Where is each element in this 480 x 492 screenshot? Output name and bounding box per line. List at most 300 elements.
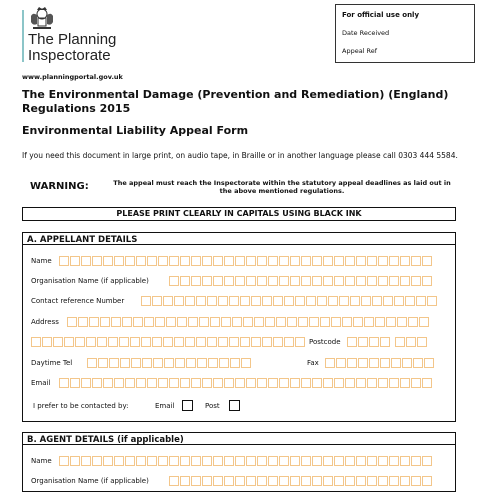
character-box[interactable]: [320, 317, 330, 327]
appeal-ref-label: Appeal Ref: [342, 47, 378, 55]
appellant-name-field[interactable]: [59, 256, 433, 266]
character-box[interactable]: [251, 296, 261, 306]
character-box[interactable]: [207, 337, 217, 347]
character-box[interactable]: [246, 456, 256, 466]
character-box[interactable]: [254, 317, 264, 327]
character-box[interactable]: [345, 456, 355, 466]
character-box[interactable]: [339, 296, 349, 306]
character-box[interactable]: [290, 276, 300, 286]
character-box[interactable]: [246, 256, 256, 266]
post-option-checkbox[interactable]: [229, 400, 240, 411]
section-b-heading: B. AGENT DETAILS (if applicable): [23, 433, 455, 445]
character-box[interactable]: [136, 256, 146, 266]
character-box[interactable]: [235, 378, 245, 388]
post-option-label: Post: [205, 402, 220, 410]
character-box[interactable]: [92, 378, 102, 388]
character-box[interactable]: [394, 296, 404, 306]
character-box[interactable]: [219, 358, 229, 368]
character-box[interactable]: [213, 276, 223, 286]
character-box[interactable]: [75, 337, 85, 347]
character-box[interactable]: [100, 317, 110, 327]
character-box[interactable]: [312, 476, 322, 486]
character-box[interactable]: [229, 296, 239, 306]
organisation-logo: [28, 32, 116, 64]
character-box[interactable]: [400, 476, 410, 486]
appellant-organisation-field[interactable]: [169, 276, 433, 286]
character-box[interactable]: [325, 358, 335, 368]
character-box[interactable]: [257, 378, 267, 388]
character-box[interactable]: [427, 296, 437, 306]
character-box[interactable]: [268, 456, 278, 466]
character-box[interactable]: [301, 476, 311, 486]
character-box[interactable]: [358, 358, 368, 368]
logo-line-1: The Planning: [28, 31, 117, 48]
character-box[interactable]: [119, 337, 129, 347]
character-box[interactable]: [295, 337, 305, 347]
character-box[interactable]: [378, 378, 388, 388]
character-box[interactable]: [152, 296, 162, 306]
character-box[interactable]: [268, 476, 278, 486]
character-box[interactable]: [235, 456, 245, 466]
character-box[interactable]: [86, 337, 96, 347]
postcode-label: Postcode: [309, 338, 341, 346]
character-box[interactable]: [197, 358, 207, 368]
character-box[interactable]: [372, 296, 382, 306]
character-box[interactable]: [240, 296, 250, 306]
character-box[interactable]: [345, 378, 355, 388]
character-box[interactable]: [417, 337, 427, 347]
character-box[interactable]: [147, 456, 157, 466]
character-box[interactable]: [400, 456, 410, 466]
character-box[interactable]: [202, 378, 212, 388]
character-box[interactable]: [312, 256, 322, 266]
character-box[interactable]: [380, 358, 390, 368]
character-box[interactable]: [180, 378, 190, 388]
character-box[interactable]: [298, 317, 308, 327]
character-box[interactable]: [241, 358, 251, 368]
character-box[interactable]: [59, 456, 69, 466]
character-box[interactable]: [378, 276, 388, 286]
character-box[interactable]: [174, 296, 184, 306]
character-box[interactable]: [402, 358, 412, 368]
character-box[interactable]: [356, 256, 366, 266]
character-box[interactable]: [419, 317, 429, 327]
character-box[interactable]: [290, 378, 300, 388]
regulations-title: The Environmental Damage (Prevention and Remediation) (England) Regulations 2015: [22, 88, 449, 115]
character-box[interactable]: [196, 337, 206, 347]
form-title: Environmental Liability Appeal Form: [22, 124, 249, 137]
character-box[interactable]: [411, 276, 421, 286]
character-box[interactable]: [422, 256, 432, 266]
character-box[interactable]: [301, 378, 311, 388]
character-box[interactable]: [364, 317, 374, 327]
character-box[interactable]: [191, 456, 201, 466]
print-instructions-banner: PLEASE PRINT CLEARLY IN CAPITALS USING BLACK INK: [22, 207, 456, 221]
address-line-1-field[interactable]: [67, 317, 430, 327]
character-box[interactable]: [133, 317, 143, 327]
character-box[interactable]: [367, 256, 377, 266]
character-box[interactable]: [122, 317, 132, 327]
character-box[interactable]: [202, 476, 212, 486]
character-box[interactable]: [196, 296, 206, 306]
character-box[interactable]: [268, 378, 278, 388]
character-box[interactable]: [31, 337, 41, 347]
character-box[interactable]: [218, 337, 228, 347]
character-box[interactable]: [42, 337, 52, 347]
character-box[interactable]: [191, 276, 201, 286]
character-box[interactable]: [268, 256, 278, 266]
character-box[interactable]: [301, 276, 311, 286]
character-box[interactable]: [81, 456, 91, 466]
character-box[interactable]: [185, 337, 195, 347]
character-box[interactable]: [169, 476, 179, 486]
character-box[interactable]: [290, 256, 300, 266]
character-box[interactable]: [246, 378, 256, 388]
character-box[interactable]: [136, 456, 146, 466]
character-box[interactable]: [323, 476, 333, 486]
character-box[interactable]: [111, 317, 121, 327]
character-box[interactable]: [235, 476, 245, 486]
character-box[interactable]: [345, 256, 355, 266]
postcode-part-2-field[interactable]: [395, 337, 428, 347]
character-box[interactable]: [191, 378, 201, 388]
character-box[interactable]: [400, 276, 410, 286]
agent-name-field[interactable]: [59, 456, 433, 466]
character-box[interactable]: [147, 256, 157, 266]
character-box[interactable]: [81, 378, 91, 388]
character-box[interactable]: [210, 317, 220, 327]
character-box[interactable]: [130, 337, 140, 347]
character-box[interactable]: [309, 317, 319, 327]
character-box[interactable]: [257, 456, 267, 466]
character-box[interactable]: [342, 317, 352, 327]
character-box[interactable]: [257, 256, 267, 266]
character-box[interactable]: [323, 256, 333, 266]
character-box[interactable]: [353, 317, 363, 327]
character-box[interactable]: [389, 456, 399, 466]
character-box[interactable]: [290, 456, 300, 466]
character-box[interactable]: [89, 317, 99, 327]
character-box[interactable]: [323, 276, 333, 286]
character-box[interactable]: [334, 276, 344, 286]
character-box[interactable]: [177, 317, 187, 327]
address-line-2-field[interactable]: [31, 337, 306, 347]
character-box[interactable]: [397, 317, 407, 327]
character-box[interactable]: [279, 476, 289, 486]
character-box[interactable]: [191, 476, 201, 486]
character-box[interactable]: [230, 358, 240, 368]
character-box[interactable]: [70, 378, 80, 388]
character-box[interactable]: [276, 317, 286, 327]
character-box[interactable]: [312, 378, 322, 388]
contact-ref-label: Contact reference Number: [31, 297, 125, 305]
character-box[interactable]: [345, 476, 355, 486]
email-option-checkbox[interactable]: [182, 400, 193, 411]
character-box[interactable]: [180, 456, 190, 466]
character-box[interactable]: [395, 337, 405, 347]
character-box[interactable]: [246, 476, 256, 486]
character-box[interactable]: [188, 317, 198, 327]
character-box[interactable]: [323, 378, 333, 388]
fax-label: Fax: [307, 359, 319, 367]
character-box[interactable]: [202, 256, 212, 266]
character-box[interactable]: [416, 296, 426, 306]
character-box[interactable]: [424, 358, 434, 368]
character-box[interactable]: [284, 296, 294, 306]
character-box[interactable]: [400, 256, 410, 266]
character-box[interactable]: [158, 256, 168, 266]
email-option-label: Email: [155, 402, 175, 410]
character-box[interactable]: [141, 296, 151, 306]
character-box[interactable]: [284, 337, 294, 347]
character-box[interactable]: [411, 456, 421, 466]
character-box[interactable]: [312, 456, 322, 466]
character-box[interactable]: [169, 456, 179, 466]
character-box[interactable]: [98, 358, 108, 368]
character-box[interactable]: [213, 256, 223, 266]
character-box[interactable]: [361, 296, 371, 306]
character-box[interactable]: [70, 256, 80, 266]
character-box[interactable]: [347, 358, 357, 368]
contact-reference-field[interactable]: [141, 296, 438, 306]
character-box[interactable]: [109, 358, 119, 368]
character-box[interactable]: [81, 256, 91, 266]
character-box[interactable]: [334, 476, 344, 486]
character-box[interactable]: [180, 276, 190, 286]
character-box[interactable]: [279, 256, 289, 266]
character-box[interactable]: [158, 456, 168, 466]
character-box[interactable]: [389, 276, 399, 286]
character-box[interactable]: [411, 378, 421, 388]
character-box[interactable]: [356, 378, 366, 388]
character-box[interactable]: [389, 256, 399, 266]
character-box[interactable]: [92, 256, 102, 266]
character-box[interactable]: [103, 378, 113, 388]
character-box[interactable]: [153, 358, 163, 368]
character-box[interactable]: [378, 256, 388, 266]
character-box[interactable]: [378, 456, 388, 466]
character-box[interactable]: [125, 378, 135, 388]
character-box[interactable]: [391, 358, 401, 368]
character-box[interactable]: [208, 358, 218, 368]
character-box[interactable]: [166, 317, 176, 327]
character-box[interactable]: [331, 317, 341, 327]
daytime-tel-field[interactable]: [87, 358, 252, 368]
character-box[interactable]: [175, 358, 185, 368]
character-box[interactable]: [125, 456, 135, 466]
character-box[interactable]: [64, 337, 74, 347]
character-box[interactable]: [92, 456, 102, 466]
character-box[interactable]: [279, 276, 289, 286]
character-box[interactable]: [164, 358, 174, 368]
character-box[interactable]: [70, 456, 80, 466]
character-box[interactable]: [262, 296, 272, 306]
character-box[interactable]: [334, 378, 344, 388]
character-box[interactable]: [356, 476, 366, 486]
character-box[interactable]: [125, 256, 135, 266]
character-box[interactable]: [422, 476, 432, 486]
character-box[interactable]: [218, 296, 228, 306]
character-box[interactable]: [114, 256, 124, 266]
character-box[interactable]: [87, 358, 97, 368]
character-box[interactable]: [59, 378, 69, 388]
character-box[interactable]: [257, 476, 267, 486]
character-box[interactable]: [229, 337, 239, 347]
character-box[interactable]: [213, 456, 223, 466]
character-box[interactable]: [185, 296, 195, 306]
character-box[interactable]: [169, 256, 179, 266]
character-box[interactable]: [367, 476, 377, 486]
character-box[interactable]: [383, 296, 393, 306]
character-box[interactable]: [334, 456, 344, 466]
character-box[interactable]: [108, 337, 118, 347]
character-box[interactable]: [163, 337, 173, 347]
character-box[interactable]: [422, 276, 432, 286]
character-box[interactable]: [312, 276, 322, 286]
character-box[interactable]: [141, 337, 151, 347]
character-box[interactable]: [411, 256, 421, 266]
character-box[interactable]: [422, 456, 432, 466]
character-box[interactable]: [235, 256, 245, 266]
fax-field[interactable]: [325, 358, 435, 368]
character-box[interactable]: [279, 456, 289, 466]
character-box[interactable]: [169, 378, 179, 388]
character-box[interactable]: [422, 378, 432, 388]
character-box[interactable]: [378, 476, 388, 486]
character-box[interactable]: [158, 378, 168, 388]
character-box[interactable]: [232, 317, 242, 327]
character-box[interactable]: [306, 296, 316, 306]
character-box[interactable]: [174, 337, 184, 347]
character-box[interactable]: [257, 276, 267, 286]
official-use-box: [335, 4, 475, 63]
character-box[interactable]: [103, 256, 113, 266]
character-box[interactable]: [240, 337, 250, 347]
character-box[interactable]: [369, 337, 379, 347]
character-box[interactable]: [221, 317, 231, 327]
character-box[interactable]: [59, 256, 69, 266]
character-box[interactable]: [367, 456, 377, 466]
character-box[interactable]: [78, 317, 88, 327]
character-box[interactable]: [345, 276, 355, 286]
agent-organisation-field[interactable]: [169, 476, 433, 486]
character-box[interactable]: [180, 256, 190, 266]
character-box[interactable]: [369, 358, 379, 368]
character-box[interactable]: [144, 317, 154, 327]
character-box[interactable]: [120, 358, 130, 368]
character-box[interactable]: [114, 378, 124, 388]
official-use-title: For official use only: [342, 11, 420, 19]
character-box[interactable]: [279, 378, 289, 388]
character-box[interactable]: [224, 456, 234, 466]
character-box[interactable]: [224, 276, 234, 286]
character-box[interactable]: [273, 296, 283, 306]
character-box[interactable]: [155, 317, 165, 327]
character-box[interactable]: [413, 358, 423, 368]
character-box[interactable]: [389, 378, 399, 388]
character-box[interactable]: [328, 296, 338, 306]
character-box[interactable]: [268, 276, 278, 286]
character-box[interactable]: [389, 476, 399, 486]
character-box[interactable]: [287, 317, 297, 327]
character-box[interactable]: [386, 317, 396, 327]
character-box[interactable]: [411, 476, 421, 486]
character-box[interactable]: [224, 256, 234, 266]
character-box[interactable]: [273, 337, 283, 347]
character-box[interactable]: [136, 378, 146, 388]
character-box[interactable]: [295, 296, 305, 306]
agent-name-label: Name: [31, 457, 52, 465]
character-box[interactable]: [199, 317, 209, 327]
character-box[interactable]: [317, 296, 327, 306]
character-box[interactable]: [114, 456, 124, 466]
character-box[interactable]: [152, 337, 162, 347]
character-box[interactable]: [323, 456, 333, 466]
character-box[interactable]: [405, 296, 415, 306]
character-box[interactable]: [235, 276, 245, 286]
character-box[interactable]: [53, 337, 63, 347]
character-box[interactable]: [97, 337, 107, 347]
character-box[interactable]: [334, 256, 344, 266]
agent-details-section: [22, 432, 456, 492]
character-box[interactable]: [213, 378, 223, 388]
email-label: Email: [31, 379, 51, 387]
character-box[interactable]: [169, 276, 179, 286]
character-box[interactable]: [301, 256, 311, 266]
character-box[interactable]: [336, 358, 346, 368]
character-box[interactable]: [224, 476, 234, 486]
character-box[interactable]: [375, 317, 385, 327]
character-box[interactable]: [180, 476, 190, 486]
character-box[interactable]: [350, 296, 360, 306]
character-box[interactable]: [224, 378, 234, 388]
character-box[interactable]: [243, 317, 253, 327]
character-box[interactable]: [358, 337, 368, 347]
character-box[interactable]: [202, 276, 212, 286]
character-box[interactable]: [367, 378, 377, 388]
character-box[interactable]: [380, 337, 390, 347]
character-box[interactable]: [163, 296, 173, 306]
character-box[interactable]: [191, 256, 201, 266]
character-box[interactable]: [406, 337, 416, 347]
character-box[interactable]: [202, 456, 212, 466]
character-box[interactable]: [290, 476, 300, 486]
character-box[interactable]: [347, 337, 357, 347]
character-box[interactable]: [400, 378, 410, 388]
character-box[interactable]: [367, 276, 377, 286]
character-box[interactable]: [142, 358, 152, 368]
daytime-tel-label: Daytime Tel: [31, 359, 73, 367]
character-box[interactable]: [251, 337, 261, 347]
postcode-part-1-field[interactable]: [347, 337, 391, 347]
character-box[interactable]: [301, 456, 311, 466]
character-box[interactable]: [131, 358, 141, 368]
character-box[interactable]: [356, 456, 366, 466]
character-box[interactable]: [147, 378, 157, 388]
character-box[interactable]: [408, 317, 418, 327]
character-box[interactable]: [213, 476, 223, 486]
email-field[interactable]: [59, 378, 433, 388]
character-box[interactable]: [356, 276, 366, 286]
character-box[interactable]: [67, 317, 77, 327]
character-box[interactable]: [207, 296, 217, 306]
character-box[interactable]: [265, 317, 275, 327]
character-box[interactable]: [186, 358, 196, 368]
website-url: www.planningportal.gov.uk: [22, 73, 123, 81]
character-box[interactable]: [103, 456, 113, 466]
character-box[interactable]: [246, 276, 256, 286]
character-box[interactable]: [262, 337, 272, 347]
